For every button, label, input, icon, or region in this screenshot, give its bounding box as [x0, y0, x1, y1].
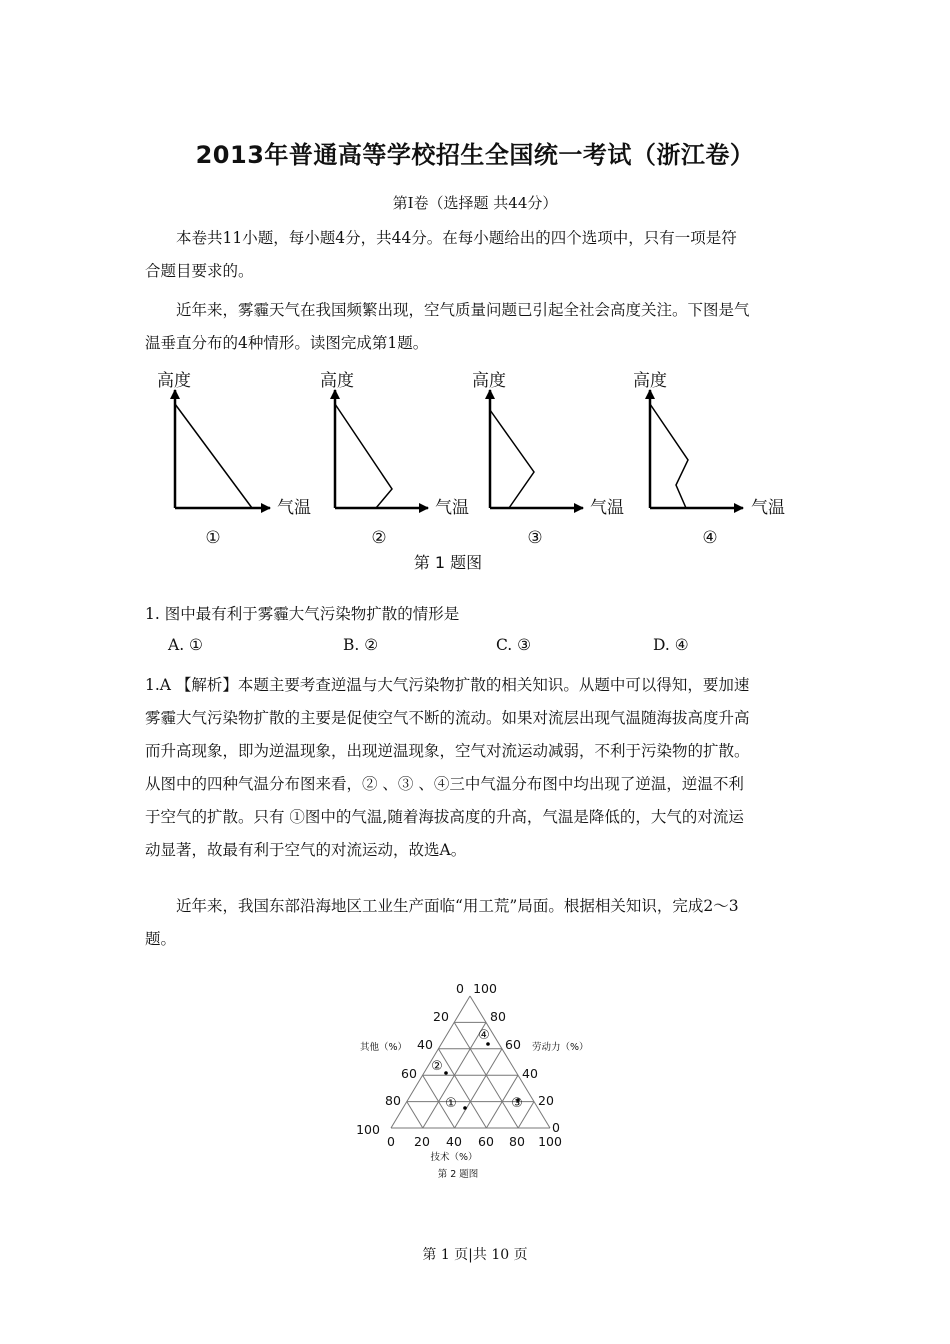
profile-panel-1: [157, 371, 311, 548]
grid-line: [407, 1102, 423, 1128]
x-axis-label: 气温: [277, 498, 311, 518]
instructions-line-2: 合题目要求的。: [145, 262, 254, 280]
left-tick: 80: [385, 1093, 401, 1108]
figure-2-caption: 第 2 题图: [437, 1169, 479, 1180]
point-1: [445, 1096, 467, 1111]
profile-panel-3: [472, 371, 624, 548]
instructions-line-1: 本卷共11小题，每小题4分，共44分。在每小题给出的四个选项中，只有一项是符: [176, 229, 737, 247]
left-tick: 20: [433, 1009, 449, 1024]
panel-label: ②: [371, 528, 387, 548]
right-tick: 60: [505, 1037, 521, 1052]
bottom-tick: 60: [478, 1134, 494, 1149]
ternary-grid: [391, 996, 550, 1128]
temperature-curve: [490, 410, 534, 508]
right-tick: 80: [490, 1009, 506, 1024]
profile-panel-4: [633, 371, 785, 548]
point-label: ②: [431, 1059, 443, 1074]
answer-line: 而升高现象，即为逆温现象，出现逆温现象，空气对流运动减弱，不利于污染物的扩散。: [145, 742, 750, 760]
figure-1-temperature-profiles: [145, 362, 810, 577]
point-label: ④: [478, 1028, 490, 1043]
bottom-tick: 20: [414, 1134, 430, 1149]
answer-line: 于空气的扩散。只有 ①图中的气温,随着海拔高度的升高，气温是降低的，大气的对流运: [145, 808, 744, 826]
grid-line: [455, 1049, 502, 1128]
intro2-line-1: 近年来，我国东部沿海地区工业生产面临“用工荒”局面。根据相关知识，完成2～3: [176, 897, 739, 915]
figure-2-ternary-diagram: [350, 978, 610, 1183]
right-tick: 40: [522, 1066, 538, 1081]
y-axis-label: 高度: [157, 371, 191, 391]
left-axis-label: 其他（%）: [360, 1042, 408, 1053]
ternary-ticks: [356, 981, 562, 1149]
right-axis-label: 劳动力（%）: [532, 1042, 589, 1053]
option-b: B. ②: [343, 636, 379, 654]
right-tick: 0: [552, 1120, 560, 1135]
temperature-curve: [335, 404, 392, 508]
y-axis-label: 高度: [472, 371, 506, 391]
answer-line: 从图中的四种气温分布图来看，② 、③ 、④三中气温分布图中均出现了逆温，逆温不利: [145, 775, 744, 793]
point-2: [431, 1059, 448, 1075]
y-axis-label: 高度: [320, 371, 354, 391]
answer-line: 1.A 【解析】本题主要考查逆温与大气污染物扩散的相关知识。从题中可以得知，要加速: [145, 676, 750, 694]
question-1-stem: 1. 图中最有利于雾霾大气污染物扩散的情形是: [145, 605, 460, 623]
grid-line: [470, 996, 550, 1128]
bottom-tick: 40: [446, 1134, 462, 1149]
x-axis-label: 气温: [435, 498, 469, 518]
left-tick: 60: [401, 1066, 417, 1081]
point-3: [511, 1096, 523, 1111]
point-label: ③: [511, 1096, 523, 1111]
answer-1-explanation: [145, 669, 810, 867]
panel-label: ④: [702, 528, 718, 548]
intro2-line-2: 题。: [145, 930, 177, 948]
bottom-tick: 80: [509, 1134, 525, 1149]
x-axis-label: 气温: [590, 498, 624, 518]
bottom-axis-label: 技术（%）: [430, 1152, 478, 1163]
section-heading: 第Ⅰ卷（选择题 共44分）: [392, 194, 558, 212]
page-footer: 第 1 页|共 10 页: [422, 1247, 528, 1263]
temperature-curve: [175, 404, 252, 508]
profile-panel-2: [320, 371, 469, 548]
panel-label: ①: [205, 528, 221, 548]
instructions-paragraph: [145, 222, 810, 288]
temperature-curve: [650, 404, 688, 508]
point-label: ①: [445, 1096, 457, 1111]
intro1-line-2: 温垂直分布的4种情形。读图完成第1题。: [145, 334, 429, 352]
grid-line: [438, 1049, 486, 1128]
answer-line: 雾霾大气污染物扩散的主要是促使空气不断的流动。如果对流层出现气温随海拔高度升高: [145, 709, 750, 727]
answer-line: 动显著，故最有利于空气的对流运动，故选A。: [145, 841, 467, 859]
left-tick: 0: [456, 981, 464, 996]
x-axis-label: 气温: [751, 498, 785, 518]
bottom-tick: 0: [387, 1134, 395, 1149]
right-tick: 20: [538, 1093, 554, 1108]
right-tick: 100: [473, 981, 497, 996]
bottom-tick: 100: [538, 1134, 562, 1149]
point-4: [478, 1028, 490, 1046]
intro-paragraph-1: [145, 294, 810, 360]
panel-label: ③: [527, 528, 543, 548]
exam-title: 2013年普通高等学校招生全国统一考试（浙江卷）: [195, 141, 755, 169]
option-d: D. ④: [653, 636, 689, 654]
option-c: C. ③: [496, 636, 532, 654]
option-a: A. ①: [168, 636, 203, 654]
y-axis-label: 高度: [633, 371, 667, 391]
figure-1-caption: 第 1 题图: [413, 553, 483, 572]
intro-paragraph-2: [145, 890, 810, 956]
left-tick: 40: [417, 1037, 433, 1052]
left-tick: 100: [356, 1122, 380, 1137]
intro1-line-1: 近年来，雾霾天气在我国频繁出现，空气质量问题已引起全社会高度关注。下图是气: [176, 301, 750, 319]
